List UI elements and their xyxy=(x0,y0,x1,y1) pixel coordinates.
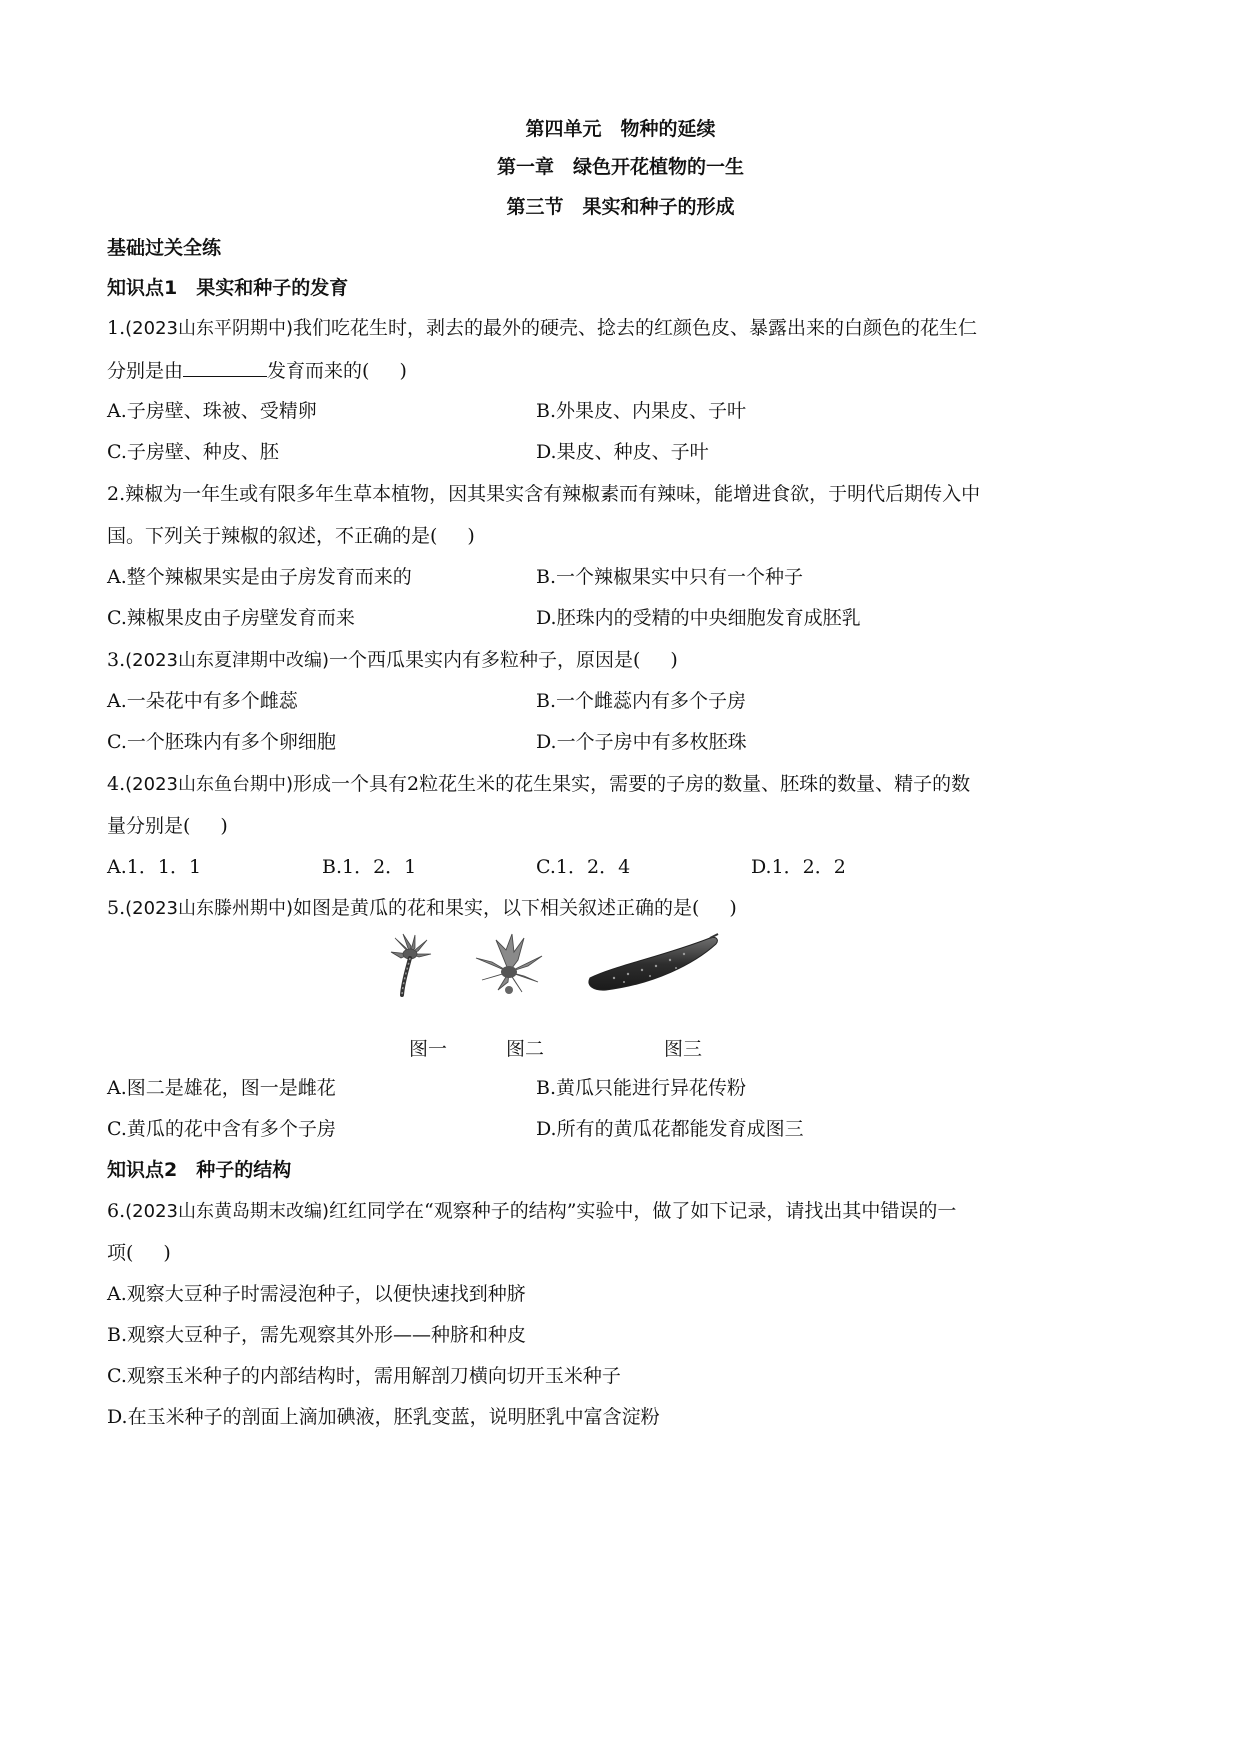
close-paren: ) xyxy=(220,815,228,837)
question-1 xyxy=(107,316,977,341)
close-paren: ) xyxy=(670,649,678,671)
close-paren: ) xyxy=(399,360,407,382)
question-6-line2 xyxy=(107,1241,171,1265)
question-4 xyxy=(107,772,970,797)
option-c[interactable]: C.子房壁、种皮、胚 xyxy=(107,441,279,463)
close-paren: ) xyxy=(729,897,737,919)
option-d[interactable]: D.果皮、种皮、子叶 xyxy=(536,441,709,463)
option-b[interactable]: B.观察大豆种子，需先观察其外形——种脐和种皮 xyxy=(107,1324,527,1346)
question-2-line2 xyxy=(107,524,475,548)
option-a[interactable]: A.整个辣椒果实是由子房发育而来的 xyxy=(107,566,412,588)
option-d[interactable]: D.一个子房中有多枚胚珠 xyxy=(536,731,747,753)
question-number: 5. xyxy=(107,897,126,919)
question-number: 3. xyxy=(107,649,126,671)
option-d[interactable]: D.所有的黄瓜花都能发育成图三 xyxy=(536,1118,804,1140)
cucumber-image xyxy=(584,932,722,994)
close-paren: ) xyxy=(467,525,475,547)
option-a[interactable]: A.图二是雄花，图一是雌花 xyxy=(107,1077,336,1099)
option-c[interactable]: C.一个胚珠内有多个卵细胞 xyxy=(107,731,336,753)
question-source: (2023山东夏津期中改编) xyxy=(125,650,329,671)
option-c[interactable]: C.1．2．4 xyxy=(536,856,631,878)
question-source: (2023山东黄岛期末改编) xyxy=(125,1201,329,1222)
option-d[interactable]: D.在玉米种子的剖面上滴加碘液，胚乳变蓝，说明胚乳中富含淀粉 xyxy=(107,1406,660,1428)
question-1-line2 xyxy=(107,358,407,383)
question-text: 项( xyxy=(107,1242,134,1264)
option-d[interactable]: D.胚珠内的受精的中央细胞发育成胚乳 xyxy=(536,607,861,629)
chapter-title: 第一章 绿色开花植物的一生 xyxy=(496,156,744,178)
question-6 xyxy=(107,1199,956,1224)
option-a[interactable]: A.观察大豆种子时需浸泡种子，以便快速找到种脐 xyxy=(107,1283,526,1305)
question-number: 4. xyxy=(107,773,126,795)
option-c[interactable]: C.辣椒果皮由子房壁发育而来 xyxy=(107,607,355,629)
option-b[interactable]: B.黄瓜只能进行异花传粉 xyxy=(536,1077,747,1099)
option-d[interactable]: D.1．2．2 xyxy=(751,856,846,878)
question-text: 红红同学在“观察种子的结构”实验中，做了如下记录，请找出其中错误的一 xyxy=(329,1200,957,1222)
section-label: 基础过关全练 xyxy=(107,237,222,259)
question-text: 量分别是( xyxy=(107,815,191,837)
question-source: (2023山东鱼台期中) xyxy=(125,774,293,795)
question-text: 发育而来的( xyxy=(267,360,370,382)
option-c[interactable]: C.观察玉米种子的内部结构时，需用解剖刀横向切开玉米种子 xyxy=(107,1365,621,1387)
unit-title: 第四单元 物种的延续 xyxy=(525,118,716,140)
option-a[interactable]: A.子房壁、珠被、受精卵 xyxy=(107,400,317,422)
question-text: 一个西瓜果实内有多粒种子，原因是( xyxy=(329,649,641,671)
figure-caption-3: 图三 xyxy=(664,1038,703,1060)
question-text: 我们吃花生时，剥去的最外的硬壳、捻去的红颜色皮、暴露出来的白颜色的花生仁 xyxy=(293,317,978,339)
question-number: 6. xyxy=(107,1200,126,1222)
question-5 xyxy=(107,896,737,921)
question-4-line2 xyxy=(107,814,228,838)
option-a[interactable]: A.1．1．1 xyxy=(107,856,202,878)
question-text: 形成一个具有2粒花生米的花生果实，需要的子房的数量、胚珠的数量、精子的数 xyxy=(293,773,971,795)
option-c[interactable]: C.黄瓜的花中含有多个子房 xyxy=(107,1118,336,1140)
option-b[interactable]: B.一个辣椒果实中只有一个种子 xyxy=(536,566,804,588)
knowledge-point-1: 知识点1 果实和种子的发育 xyxy=(107,277,349,299)
question-source: (2023山东平阴期中) xyxy=(125,318,293,339)
option-b[interactable]: B.1．2．1 xyxy=(322,856,417,878)
option-a[interactable]: A.一朵花中有多个雌蕊 xyxy=(107,690,298,712)
male-flower-image xyxy=(468,932,550,1000)
close-paren: ) xyxy=(163,1242,171,1264)
figure-caption-1: 图一 xyxy=(409,1038,448,1060)
female-flower-image xyxy=(385,932,435,1000)
question-text: 国。下列关于辣椒的叙述，不正确的是( xyxy=(107,525,438,547)
section-title: 第三节 果实和种子的形成 xyxy=(506,196,735,218)
knowledge-point-2: 知识点2 种子的结构 xyxy=(107,1159,292,1181)
question-number: 1. xyxy=(107,317,126,339)
question-source: (2023山东滕州期中) xyxy=(125,898,293,919)
question-3 xyxy=(107,648,678,673)
question-2: 2.辣椒为一年生或有限多年生草本植物，因其果实含有辣椒素而有辣味，能增进食欲，于明代后期传入中 xyxy=(107,483,981,505)
option-b[interactable]: B.一个雌蕊内有多个子房 xyxy=(536,690,747,712)
question-text: 分别是由 xyxy=(107,360,184,382)
option-b[interactable]: B.外果皮、内果皮、子叶 xyxy=(536,400,747,422)
answer-blank[interactable] xyxy=(183,358,267,377)
figure-caption-2: 图二 xyxy=(506,1038,545,1060)
question-text: 如图是黄瓜的花和果实，以下相关叙述正确的是( xyxy=(293,897,700,919)
